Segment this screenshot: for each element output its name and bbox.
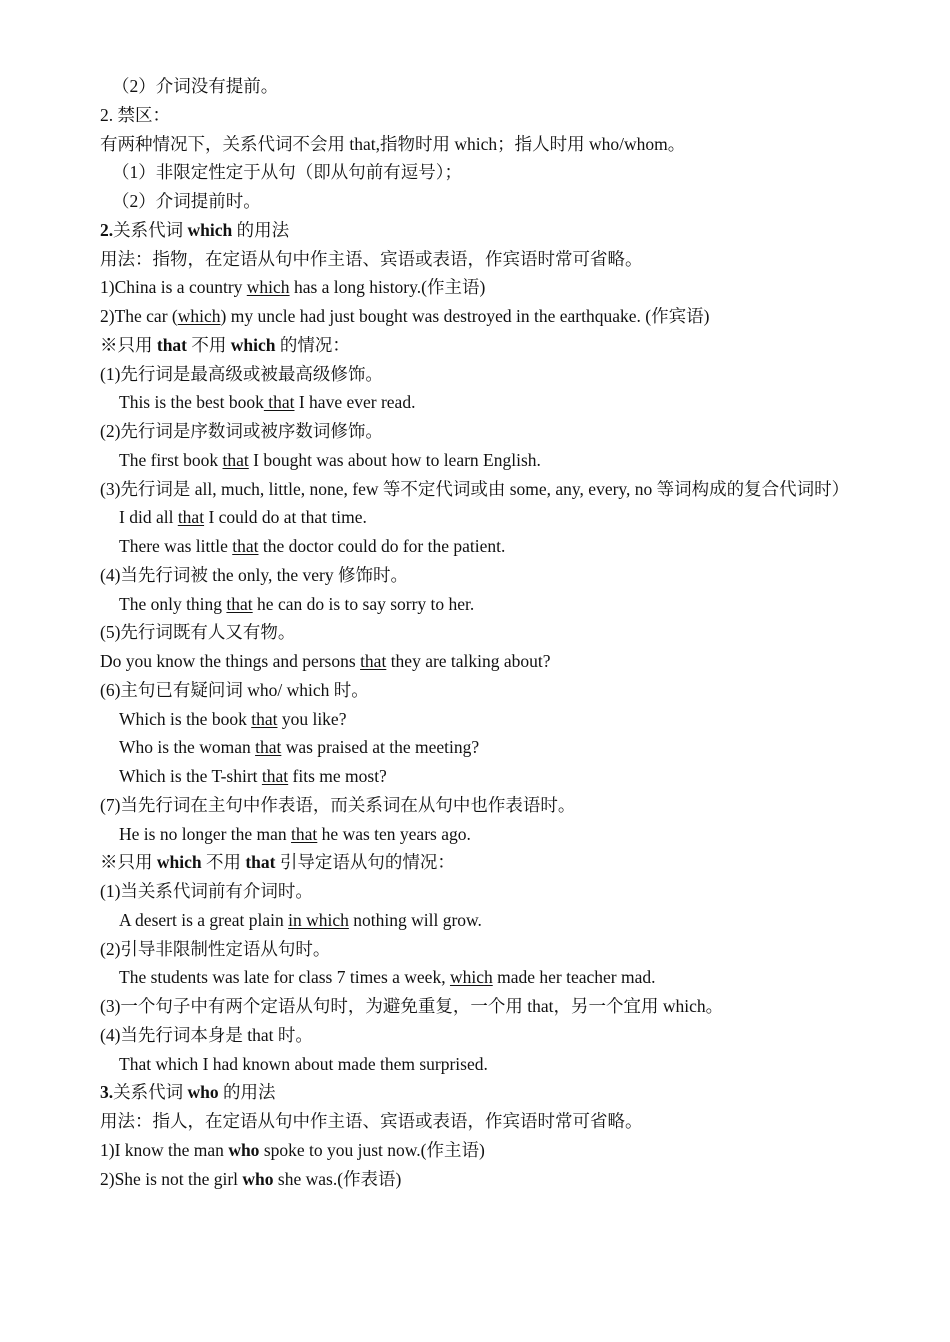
text-run: 的用法 [232, 219, 290, 240]
underlined-term: that [291, 823, 318, 844]
text-run: (4)当先行词本身是 that 时。 [100, 1024, 313, 1045]
text-run: ) my uncle had just bought was destroyed in the earthquake. (作宾语) [220, 306, 710, 326]
text-line [100, 130, 870, 159]
text-run: made her teacher mad. [492, 967, 656, 988]
text-line [100, 733, 870, 762]
text-line [100, 963, 870, 992]
text-run: Who is the woman [119, 737, 256, 758]
text-line [100, 503, 870, 532]
text-line [100, 935, 870, 964]
text-run: has a long history.(作主语) [289, 277, 486, 298]
text-run: The students was late for class 7 times a week, [119, 967, 450, 988]
text-run: 关系代词 [113, 219, 188, 240]
text-run: (1)当关系代词前有介词时。 [100, 881, 313, 901]
underlined-term: which [449, 967, 493, 988]
bold-term: 2. [100, 219, 114, 240]
text-run: nothing will grow. [348, 909, 482, 930]
text-line [100, 676, 870, 705]
text-run: Which is the T-shirt [119, 766, 262, 786]
text-run: The only thing [119, 593, 227, 614]
bold-term: which [230, 334, 276, 355]
text-line [100, 705, 870, 734]
text-run: Do you know the things and persons [100, 651, 361, 671]
text-run: (4)当先行词被 the only, the very 修饰时。 [100, 564, 408, 585]
bold-term: that [156, 334, 188, 355]
text-run: He is no longer the man [119, 823, 292, 844]
underlined-term: that [226, 593, 253, 614]
text-run: he was ten years ago. [317, 823, 471, 844]
text-run: I could do at that time. [204, 507, 367, 528]
bold-term: which [187, 219, 233, 240]
text-line [100, 216, 870, 245]
underlined-term: that [263, 392, 295, 413]
text-run: This is the best book [119, 392, 264, 413]
text-run: I bought was about how to learn English. [248, 449, 541, 470]
underlined-term: that [177, 507, 205, 528]
text-run: 2. 禁区： [100, 104, 170, 125]
text-run: The first book [119, 449, 223, 470]
text-line [100, 906, 870, 935]
text-run: the doctor could do for the patient. [258, 536, 506, 556]
text-run: 有两种情况下，关系代词不会用 that,指物时用 which；指人时用 who/whom。 [100, 133, 686, 154]
text-line [100, 1021, 870, 1050]
text-line [100, 187, 870, 216]
text-line [100, 1107, 870, 1136]
text-run: （2）介词提前时。 [112, 191, 261, 211]
underlined-term: that [360, 651, 387, 671]
text-line [100, 848, 870, 877]
text-run: 1)I know the man [100, 1139, 229, 1160]
text-line [100, 302, 870, 331]
text-run: I did all [119, 507, 178, 528]
text-line [100, 475, 870, 504]
text-run: That which I had known about made them surprised. [119, 1053, 488, 1074]
underlined-term: that [232, 536, 259, 556]
text-run: (3)先行词是 all, much, little, none, few 等不定代词或由 some, any, every, no 等词构成的复合代词时） [100, 478, 850, 499]
text-run: (2)引导非限制性定语从句时。 [100, 938, 331, 959]
text-run: 2)She is not the girl [100, 1168, 243, 1189]
bold-term: that [245, 852, 276, 873]
text-run: (5)先行词既有人又有物。 [100, 622, 296, 643]
underlined-term: that [251, 708, 278, 729]
text-run: (1)先行词是最高级或被最高级修饰。 [100, 363, 383, 384]
text-run: （2）介词没有提前。 [112, 76, 279, 96]
text-run: he can do is to say sorry to her. [252, 593, 475, 614]
bold-term: who [242, 1168, 274, 1189]
text-run: 1)China is a country [100, 277, 247, 298]
bold-term: 3. [100, 1082, 114, 1103]
text-run: I have ever read. [294, 392, 416, 413]
text-run: you like? [277, 708, 347, 729]
text-line [100, 618, 870, 647]
underlined-term: that [255, 737, 282, 758]
text-line [100, 762, 870, 791]
text-run: she was.(作表语) [273, 1168, 402, 1189]
text-line [100, 992, 870, 1021]
bold-term: which [156, 852, 202, 873]
text-line [100, 1136, 870, 1165]
text-line [100, 1050, 870, 1079]
text-line [100, 273, 870, 302]
text-line [100, 101, 870, 130]
text-run: 引导定语从句的情况： [275, 852, 455, 873]
text-run: (6)主句已有疑问词 who/ which 时。 [100, 679, 369, 700]
underlined-term: that [222, 449, 249, 470]
text-run: (2)先行词是序数词或被序数词修饰。 [100, 421, 383, 441]
text-line [100, 1078, 870, 1107]
text-run: (3)一个句子中有两个定语从句时，为避免重复，一个用 that，另一个宜用 which。 [100, 996, 724, 1016]
text-run: 2)The car ( [100, 306, 178, 326]
text-run: 的用法 [218, 1082, 276, 1103]
text-line [100, 72, 870, 101]
text-line [100, 590, 870, 619]
text-run: There was little [119, 536, 233, 556]
text-line [100, 360, 870, 389]
text-run: 的情况： [275, 334, 350, 355]
text-run: 用法：指物，在定语从句中作主语、宾语或表语，作宾语时常可省略。 [100, 248, 643, 269]
text-line [100, 388, 870, 417]
text-run: ※只用 [100, 852, 157, 873]
text-run: A desert is a great plain [119, 909, 289, 930]
text-line [100, 561, 870, 590]
text-line [100, 1165, 870, 1194]
text-run: was praised at the meeting? [281, 737, 480, 758]
text-line [100, 158, 870, 187]
text-run: 不用 [201, 852, 246, 873]
document-body [100, 72, 870, 1193]
bold-term: who [228, 1139, 260, 1160]
text-line [100, 331, 870, 360]
underlined-term: which [246, 277, 290, 298]
text-run: they are talking about? [386, 651, 551, 671]
text-run: spoke to you just now.(作主语) [259, 1139, 485, 1160]
text-line [100, 820, 870, 849]
text-line [100, 791, 870, 820]
underlined-term: which [177, 306, 221, 326]
text-run: 关系代词 [113, 1082, 188, 1103]
text-line [100, 532, 870, 561]
text-run: ※只用 [100, 334, 157, 355]
text-line [100, 446, 870, 475]
underlined-term: that [261, 766, 289, 786]
text-run: fits me most? [288, 766, 387, 786]
text-line [100, 417, 870, 446]
text-run: 不用 [187, 334, 231, 355]
text-run: (7)当先行词在主句中作表语，而关系词在从句中也作表语时。 [100, 794, 576, 815]
text-line [100, 245, 870, 274]
text-run: 用法：指人，在定语从句中作主语、宾语或表语，作宾语时常可省略。 [100, 1111, 643, 1131]
text-line [100, 877, 870, 906]
underlined-term: in which [288, 909, 349, 930]
text-run: Which is the book [119, 708, 252, 729]
text-line [100, 647, 870, 676]
text-run: （1）非限定性定于从句（即从句前有逗号）； [112, 162, 462, 183]
bold-term: who [187, 1082, 219, 1103]
